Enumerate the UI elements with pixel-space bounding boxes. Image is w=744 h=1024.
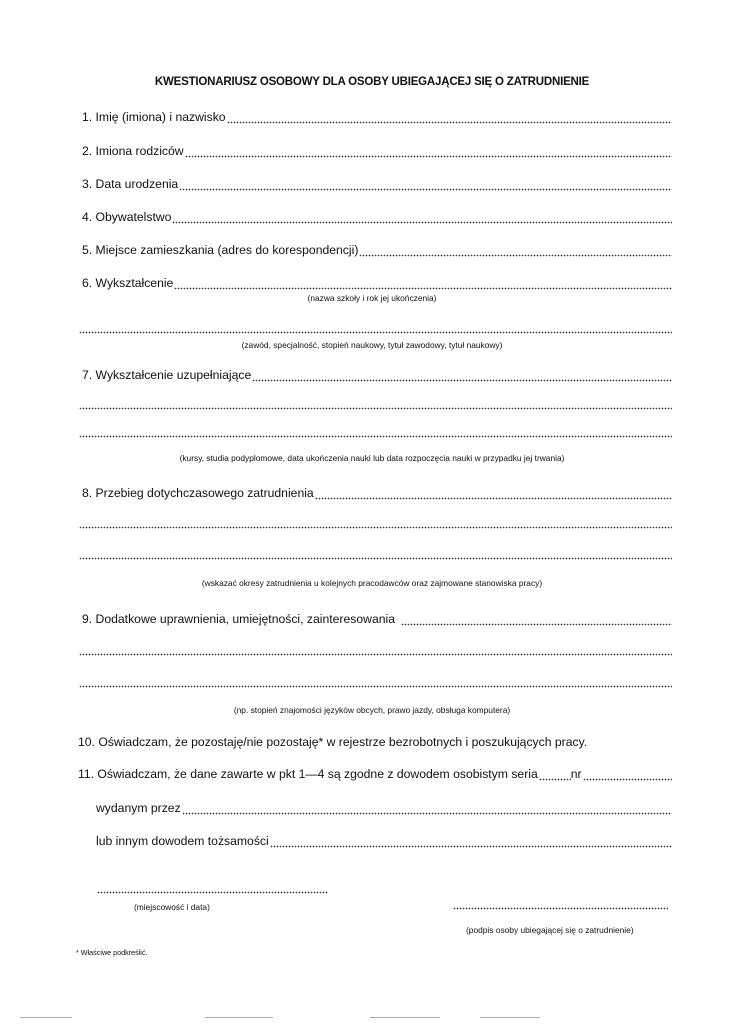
employment-hint: (wskazać okresy zatrudnienia u kolejnych pracodawców oraz zajmowane stanowiska pracy) [201,578,543,588]
field-other-id [96,834,672,848]
employment-input-line[interactable] [315,488,672,500]
scan-artifact-line [20,1017,72,1018]
field-address [82,243,672,257]
form-title: KWESTIONARIUSZ OSOBOWY DLA OSOBY UBIEGAJĄCEJ SIĘ O ZATRUDNIENIE [154,76,590,88]
other-id-input-line[interactable] [270,836,672,848]
profession-input-line[interactable] [79,322,672,334]
parents-names-label: 2. Imiona rodziców [82,144,184,158]
birth-date-label: 3. Data urodzenia [82,177,179,191]
field-additional-education-2 [78,398,672,410]
field-citizenship [82,210,672,224]
additional-education-label: 7. Wykształcenie uzupełniające [82,368,252,382]
scan-artifact-line [205,1017,273,1018]
field-education [82,276,672,290]
field-skills-2 [78,644,672,656]
signature-input-line[interactable] [453,898,668,910]
field-signature [452,898,668,910]
scan-artifact-line [480,1017,540,1018]
field-issued-by [96,801,672,815]
full-name-input-line[interactable] [227,112,672,124]
skills-label: 9. Dodatkowe uprawnienia, umiejętności, zainteresowania [82,612,395,626]
citizenship-input-line[interactable] [172,212,672,224]
scan-artifact-line [370,1017,440,1018]
other-id-label: lub innym dowodem tożsamości [96,834,269,848]
address-input-line[interactable] [359,245,672,257]
full-name-label: 1. Imię (imiona) i nazwisko [82,110,226,124]
place-date-hint: (miejscowość i data) [134,902,210,912]
additional-education-input-line-3[interactable] [79,426,672,438]
school-hint: (nazwa szkoły i rok jej ukończenia) [307,293,437,303]
statement-id-data [78,767,672,781]
id-statement-text: 11. Oświadczam, że dane zawarte w pkt 1—4 są zgodne z dowodem osobistym seria [78,767,538,781]
issued-by-label: wydanym przez [96,801,181,815]
field-additional-education-3 [78,426,672,438]
issued-by-input-line[interactable] [182,803,672,815]
parents-names-input-line[interactable] [185,146,672,158]
additional-education-input-line[interactable] [252,370,672,382]
additional-education-input-line-2[interactable] [79,398,672,410]
skills-hint: (np. stopień znajomości języków obcych, prawo jazdy, obsługa komputera) [233,705,511,715]
id-series-input-line[interactable] [539,769,571,781]
citizenship-label: 4. Obywatelstwo [82,210,172,224]
birth-date-input-line[interactable] [179,179,672,191]
skills-input-line[interactable] [401,614,672,626]
place-date-input-line[interactable] [97,882,328,894]
field-employment-2 [78,517,672,529]
id-number-input-line[interactable] [583,769,672,781]
field-birth-date [82,177,672,191]
skills-input-line-3[interactable] [79,676,672,688]
employment-input-line-2[interactable] [79,517,672,529]
education-label: 6. Wykształcenie [82,276,174,290]
field-skills-3 [78,676,672,688]
footnote: * Właściwe podkreślić. [76,948,148,957]
signature-hint: (podpis osoby ubiegającej się o zatrudnienie) [466,925,634,935]
employment-label: 8. Przebieg dotychczasowego zatrudnienia [82,486,314,500]
employment-input-line-3[interactable] [79,548,672,560]
field-employment-3 [78,548,672,560]
profession-hint: (zawód, specjalność, stopień naukowy, tytuł zawodowy, tytuł naukowy) [241,340,503,350]
courses-hint: (kursy, studia podyplomowe, data ukończenia nauki lub data rozpoczęcia nauki w przypadku jej trwania) [179,453,565,463]
unemployment-statement-text: 10. Oświadczam, że pozostaję/nie pozostaję* w rejestrze bezrobotnych i poszukujących pracy. [78,735,588,749]
id-number-label: nr [570,767,582,781]
statement-unemployment [78,735,678,749]
field-skills [82,612,672,626]
field-additional-education [82,368,672,382]
field-full-name [82,110,672,124]
field-employment [82,486,672,500]
address-label: 5. Miejsce zamieszkania (adres do korespondencji) [82,243,359,257]
field-parents-names [82,144,672,158]
skills-input-line-2[interactable] [79,644,672,656]
field-place-date [96,882,328,894]
education-input-line[interactable] [174,278,672,290]
field-profession [78,322,672,334]
